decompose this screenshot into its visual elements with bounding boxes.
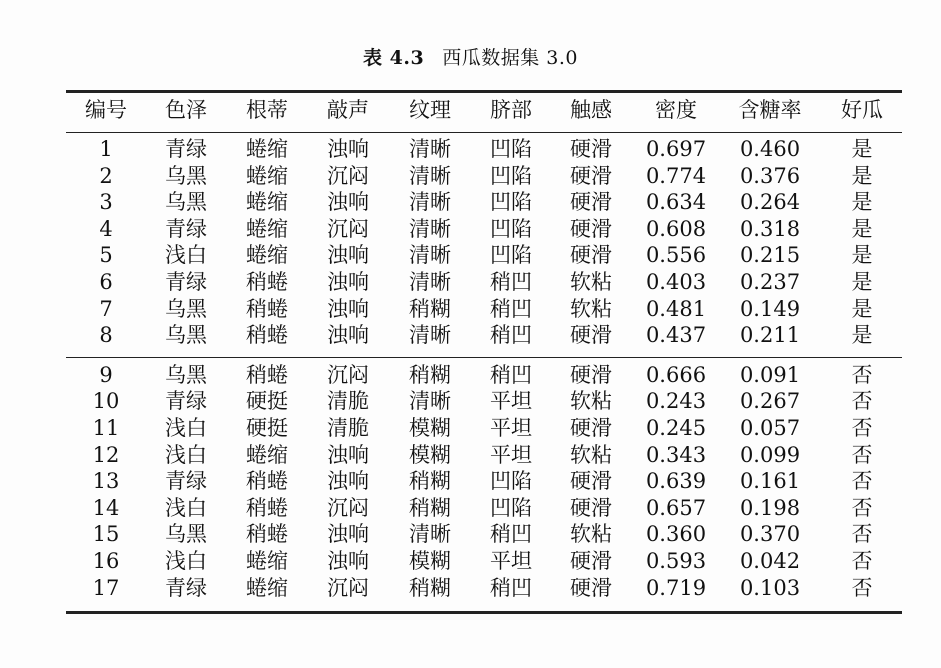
cell-sound: 浊响	[327, 296, 369, 321]
cell-navel: 平坦	[490, 549, 532, 573]
cell-root: 蜷缩	[246, 243, 288, 268]
cell-touch: 硬滑	[570, 469, 612, 494]
cell-color: 青绿	[165, 469, 207, 494]
cell-touch: 软粘	[570, 389, 612, 414]
cell-id: 3	[99, 190, 113, 215]
cell-root: 蜷缩	[246, 137, 288, 161]
cell-density: 0.774	[645, 163, 707, 188]
cell-sound: 沉闷	[327, 163, 369, 188]
cell-id: 7	[99, 296, 113, 321]
cell-density: 0.697	[645, 137, 707, 161]
cell-sound: 清脆	[327, 416, 369, 440]
cell-root: 蜷缩	[246, 216, 288, 241]
cell-density: 0.634	[645, 190, 707, 215]
cell-good: 否	[851, 389, 873, 414]
cell-texture: 稍糊	[409, 469, 451, 494]
cell-navel: 稍凹	[490, 522, 532, 547]
caption-title: 西瓜数据集 3.0	[442, 47, 578, 69]
cell-navel: 稍凹	[490, 575, 532, 600]
cell-texture: 清晰	[409, 243, 451, 268]
table-caption	[0, 44, 941, 72]
cell-id: 17	[92, 575, 120, 600]
cell-root: 稍蜷	[246, 362, 288, 387]
cell-good: 是	[851, 296, 873, 321]
cell-sound: 浊响	[327, 243, 369, 268]
cell-navel: 凹陷	[490, 190, 532, 215]
caption-label: 表 4.3	[363, 47, 425, 69]
cell-color: 乌黑	[165, 163, 207, 188]
cell-sound: 浊响	[327, 442, 369, 467]
cell-sugar: 0.237	[739, 270, 801, 294]
cell-navel: 平坦	[490, 389, 532, 414]
cell-texture: 模糊	[409, 416, 451, 440]
cell-root: 稍蜷	[246, 469, 288, 494]
cell-density: 0.719	[645, 575, 707, 600]
cell-touch: 硬滑	[570, 243, 612, 268]
cell-root: 稍蜷	[246, 296, 288, 321]
cell-id: 2	[99, 163, 113, 188]
header-sound: 敲声	[327, 98, 369, 122]
cell-good: 是	[851, 243, 873, 268]
cell-texture: 清晰	[409, 216, 451, 241]
cell-sugar: 0.161	[739, 469, 801, 494]
cell-navel: 凹陷	[490, 163, 532, 188]
cell-color: 青绿	[165, 137, 207, 161]
cell-touch: 硬滑	[570, 323, 612, 348]
cell-sugar: 0.460	[739, 137, 801, 161]
cell-color: 青绿	[165, 270, 207, 294]
cell-root: 稍蜷	[246, 270, 288, 294]
cell-id: 16	[92, 549, 120, 573]
cell-texture: 清晰	[409, 190, 451, 215]
cell-color: 青绿	[165, 216, 207, 241]
cell-texture: 清晰	[409, 163, 451, 188]
cell-touch: 硬滑	[570, 575, 612, 600]
cell-id: 4	[99, 216, 113, 241]
cell-sound: 浊响	[327, 190, 369, 215]
cell-texture: 清晰	[409, 270, 451, 294]
cell-good: 否	[851, 495, 873, 520]
cell-good: 否	[851, 469, 873, 494]
cell-sound: 浊响	[327, 549, 369, 573]
cell-sound: 沉闷	[327, 216, 369, 241]
cell-good: 是	[851, 270, 873, 294]
cell-density: 0.343	[645, 442, 707, 467]
cell-texture: 稍糊	[409, 296, 451, 321]
header-good: 好瓜	[841, 98, 883, 122]
cell-id: 1	[99, 137, 113, 161]
bottom-rule	[66, 611, 902, 614]
cell-density: 0.593	[645, 549, 707, 573]
cell-touch: 硬滑	[570, 216, 612, 241]
cell-texture: 稍糊	[409, 362, 451, 387]
cell-density: 0.666	[645, 362, 707, 387]
cell-navel: 稍凹	[490, 296, 532, 321]
cell-good: 是	[851, 190, 873, 215]
cell-density: 0.245	[645, 416, 707, 440]
cell-navel: 稍凹	[490, 323, 532, 348]
cell-density: 0.481	[645, 296, 707, 321]
cell-good: 否	[851, 549, 873, 573]
cell-texture: 模糊	[409, 549, 451, 573]
cell-touch: 硬滑	[570, 137, 612, 161]
cell-sound: 沉闷	[327, 362, 369, 387]
cell-sound: 浊响	[327, 323, 369, 348]
cell-sound: 浊响	[327, 522, 369, 547]
cell-color: 乌黑	[165, 190, 207, 215]
cell-root: 硬挺	[246, 389, 288, 414]
cell-sound: 浊响	[327, 137, 369, 161]
cell-color: 青绿	[165, 389, 207, 414]
cell-navel: 凹陷	[490, 495, 532, 520]
cell-density: 0.608	[645, 216, 707, 241]
cell-touch: 软粘	[570, 270, 612, 294]
cell-color: 乌黑	[165, 362, 207, 387]
cell-touch: 硬滑	[570, 362, 612, 387]
cell-id: 6	[99, 270, 113, 294]
cell-good: 否	[851, 416, 873, 440]
header-rule	[66, 132, 902, 133]
cell-good: 是	[851, 137, 873, 161]
cell-texture: 清晰	[409, 522, 451, 547]
cell-id: 15	[92, 522, 120, 547]
cell-id: 8	[99, 323, 113, 348]
cell-sugar: 0.091	[739, 362, 801, 387]
cell-id: 10	[92, 389, 120, 414]
cell-touch: 软粘	[570, 296, 612, 321]
cell-color: 浅白	[165, 243, 207, 268]
cell-root: 稍蜷	[246, 522, 288, 547]
cell-sugar: 0.149	[739, 296, 801, 321]
group-divider-rule	[66, 357, 902, 358]
cell-root: 蜷缩	[246, 442, 288, 467]
cell-touch: 硬滑	[570, 416, 612, 440]
cell-sugar: 0.370	[739, 522, 801, 547]
cell-id: 5	[99, 243, 113, 268]
cell-id: 9	[99, 362, 113, 387]
cell-color: 乌黑	[165, 522, 207, 547]
cell-sugar: 0.318	[739, 216, 801, 241]
cell-sugar: 0.376	[739, 163, 801, 188]
cell-good: 否	[851, 362, 873, 387]
cell-sound: 清脆	[327, 389, 369, 414]
header-id: 编号	[85, 98, 127, 122]
cell-touch: 软粘	[570, 522, 612, 547]
cell-sugar: 0.042	[739, 549, 801, 573]
header-density: 密度	[655, 98, 697, 122]
cell-texture: 清晰	[409, 323, 451, 348]
cell-texture: 模糊	[409, 442, 451, 467]
cell-texture: 稍糊	[409, 575, 451, 600]
cell-sugar: 0.099	[739, 442, 801, 467]
cell-root: 蜷缩	[246, 190, 288, 215]
cell-color: 乌黑	[165, 296, 207, 321]
header-touch: 触感	[570, 98, 612, 122]
cell-color: 乌黑	[165, 323, 207, 348]
cell-touch: 软粘	[570, 442, 612, 467]
cell-root: 蜷缩	[246, 163, 288, 188]
cell-sugar: 0.211	[739, 323, 801, 348]
cell-density: 0.556	[645, 243, 707, 268]
cell-sugar: 0.215	[739, 243, 801, 268]
cell-root: 稍蜷	[246, 323, 288, 348]
cell-id: 12	[92, 442, 120, 467]
cell-density: 0.360	[645, 522, 707, 547]
cell-good: 是	[851, 163, 873, 188]
cell-density: 0.639	[645, 469, 707, 494]
header-sugar: 含糖率	[738, 98, 802, 122]
cell-root: 稍蜷	[246, 495, 288, 520]
cell-sound: 沉闷	[327, 495, 369, 520]
cell-sound: 沉闷	[327, 575, 369, 600]
header-texture: 纹理	[409, 98, 451, 122]
cell-touch: 硬滑	[570, 190, 612, 215]
cell-touch: 硬滑	[570, 495, 612, 520]
cell-color: 浅白	[165, 495, 207, 520]
cell-density: 0.437	[645, 323, 707, 348]
cell-texture: 清晰	[409, 137, 451, 161]
header-navel: 脐部	[490, 98, 532, 122]
cell-sugar: 0.264	[739, 190, 801, 215]
cell-sound: 浊响	[327, 270, 369, 294]
cell-sugar: 0.057	[739, 416, 801, 440]
cell-good: 否	[851, 442, 873, 467]
cell-root: 蜷缩	[246, 575, 288, 600]
cell-good: 否	[851, 522, 873, 547]
cell-color: 浅白	[165, 416, 207, 440]
cell-texture: 清晰	[409, 389, 451, 414]
cell-touch: 硬滑	[570, 163, 612, 188]
cell-good: 是	[851, 216, 873, 241]
cell-root: 蜷缩	[246, 549, 288, 573]
cell-texture: 稍糊	[409, 495, 451, 520]
cell-navel: 稍凹	[490, 362, 532, 387]
cell-color: 青绿	[165, 575, 207, 600]
cell-navel: 平坦	[490, 442, 532, 467]
cell-touch: 硬滑	[570, 549, 612, 573]
cell-density: 0.243	[645, 389, 707, 414]
cell-navel: 凹陷	[490, 469, 532, 494]
cell-navel: 凹陷	[490, 243, 532, 268]
cell-density: 0.657	[645, 495, 707, 520]
cell-good: 否	[851, 575, 873, 600]
cell-id: 13	[92, 469, 120, 494]
cell-color: 浅白	[165, 549, 207, 573]
header-color: 色泽	[165, 98, 207, 122]
cell-density: 0.403	[645, 270, 707, 294]
cell-sugar: 0.198	[739, 495, 801, 520]
cell-color: 浅白	[165, 442, 207, 467]
cell-id: 11	[92, 416, 120, 440]
header-root: 根蒂	[246, 98, 288, 122]
cell-navel: 凹陷	[490, 216, 532, 241]
cell-sound: 浊响	[327, 469, 369, 494]
cell-id: 14	[92, 495, 120, 520]
cell-navel: 凹陷	[490, 137, 532, 161]
cell-navel: 平坦	[490, 416, 532, 440]
cell-sugar: 0.267	[739, 389, 801, 414]
cell-navel: 稍凹	[490, 270, 532, 294]
top-rule	[66, 90, 902, 93]
cell-sugar: 0.103	[739, 575, 801, 600]
cell-good: 是	[851, 323, 873, 348]
cell-root: 硬挺	[246, 416, 288, 440]
